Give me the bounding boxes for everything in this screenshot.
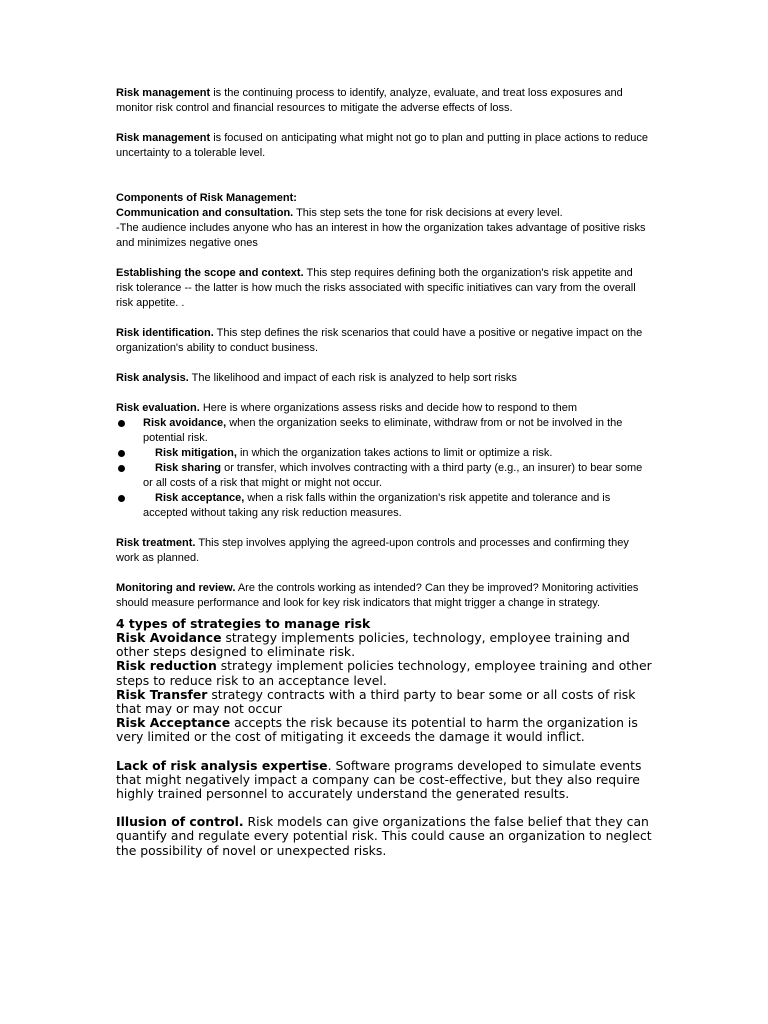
step-text: This step defines the risk scenarios that could have a positive or negative impact on the organization's ability to conduct business. — [116, 327, 643, 354]
components-heading — [116, 191, 652, 206]
strategy-term: Risk reduction — [116, 658, 217, 674]
bullet-line — [143, 462, 221, 474]
strategy-text: strategy implements policies, technology, employee training and other steps designed to eliminate risk. — [116, 630, 630, 660]
term-treatment: Risk treatment. — [116, 537, 196, 549]
term-monitoring: Monitoring and review. — [116, 582, 236, 594]
bullet-icon — [118, 420, 125, 427]
bullet-line — [143, 447, 552, 459]
definition-text: is the continuing process to identify, analyze, evaluate, and treat loss exposures and monitor risk control and financial resources to mitigate the adverse effects of loss. — [116, 87, 623, 114]
bullet-icon — [118, 465, 125, 472]
step-text: Here is where organizations assess risks and decide how to respond to them — [199, 402, 578, 414]
list-item — [116, 461, 652, 491]
strategy-term: Risk Avoidance — [116, 630, 222, 645]
communication-paragraph — [116, 206, 652, 221]
term-expertise: Lack of risk analysis expertise — [116, 757, 328, 773]
bullet-term: Risk avoidance, — [143, 417, 227, 429]
step-text: This step requires defining both the organization's risk appetite and risk tolerance -- the latter is how much the risks associated with specific initiatives can vary from the overall risk appetite. . — [116, 267, 636, 309]
term-illusion: Illusion of control. — [116, 814, 244, 830]
definition-paragraph-2 — [116, 131, 652, 161]
strategy-text: accepts the risk because its potential to harm the organization is very limited or the cost of mitigating it exceeds the damage it would inflict. — [116, 715, 638, 745]
monitoring-paragraph — [116, 581, 652, 611]
bullet-text: or transfer, which involves contracting with a third party (e.g., an insurer) to bear some or all costs of a risk that might or might not occur. — [143, 462, 643, 489]
definition-paragraph-1 — [116, 86, 652, 116]
expertise-paragraph — [116, 759, 652, 802]
illusion-paragraph — [116, 815, 652, 858]
analysis-paragraph — [116, 371, 652, 386]
step-text: This step involves applying the agreed-upon controls and processes and confirming they work as planned. — [116, 537, 629, 564]
bullet-icon — [118, 450, 125, 457]
step-text: This step sets the tone for risk decisions at every level. — [293, 207, 563, 219]
term-communication: Communication and consultation. — [116, 207, 294, 219]
strategy-term: Risk Acceptance — [116, 715, 231, 731]
evaluation-bullet-list — [116, 416, 652, 521]
paragraph-text: . Software programs developed to simulate events that might negatively impact a company can be cost-effective, but they also require highly trained personnel to accurately understand the generated results. — [116, 757, 642, 802]
term-risk-management: Risk management — [116, 132, 211, 144]
list-item — [116, 446, 652, 461]
strategy-term: Risk Transfer — [116, 686, 208, 702]
bullet-text: in which the organization takes actions to limit or optimize a risk. — [236, 447, 553, 459]
paragraph-text: Risk models can give organizations the false belief that they can quantify and regulate every potential risk. This could cause an organization to neglect the possibility of novel or unexpected risks. — [116, 814, 652, 858]
strategy-text: strategy contracts with a third party to bear some or all costs of risk that may or may not occur — [116, 686, 636, 717]
strategy-avoidance — [116, 631, 652, 659]
step-text: The likelihood and impact of each risk is analyzed to help sort risks — [188, 372, 517, 384]
strategy-reduction — [116, 659, 652, 687]
step-text: Are the controls working as intended? Can they be improved? Monitoring activities should measure performance and look for key risk indicators that might trigger a change in strategy. — [116, 582, 639, 609]
bullet-icon — [118, 495, 125, 502]
list-item — [116, 416, 652, 446]
strategy-transfer — [116, 688, 652, 716]
document-content — [116, 86, 652, 858]
term-scope: Establishing the scope and context. — [116, 267, 304, 279]
communication-note: -The audience includes anyone who has an interest in how the organization takes advantage of positive risks and minimizes negative ones — [116, 222, 646, 249]
term-analysis: Risk analysis. — [116, 372, 189, 384]
heading-text: Components of Risk Management: — [116, 192, 297, 204]
identification-paragraph — [116, 326, 652, 356]
bullet-term: Risk sharing — [155, 462, 222, 474]
evaluation-paragraph — [116, 401, 652, 416]
bullet-line — [143, 492, 244, 504]
bullet-term: Risk acceptance, — [155, 492, 245, 504]
definition-text: is focused on anticipating what might not go to plan and putting in place actions to reduce uncertainty to a tolerable level. — [116, 132, 648, 159]
bullet-term: Risk mitigation, — [155, 447, 237, 459]
strategy-acceptance — [116, 716, 652, 744]
term-evaluation: Risk evaluation. — [116, 402, 200, 414]
strategy-text: strategy implement policies technology, employee training and other steps to reduce risk to an acceptance level. — [116, 658, 652, 688]
treatment-paragraph — [116, 536, 652, 566]
strategies-heading: 4 types of strategies to manage risk — [116, 616, 371, 631]
term-risk-management: Risk management — [116, 87, 211, 99]
list-item — [116, 491, 652, 521]
scope-paragraph — [116, 266, 652, 311]
bullet-text: when the organization seeks to eliminate, withdraw from or not be involved in the potential risk. — [143, 417, 623, 444]
term-identification: Risk identification. — [116, 327, 214, 339]
bullet-text: when a risk falls within the organization's risk appetite and tolerance and is accepted without taking any risk reduction measures. — [143, 492, 611, 519]
